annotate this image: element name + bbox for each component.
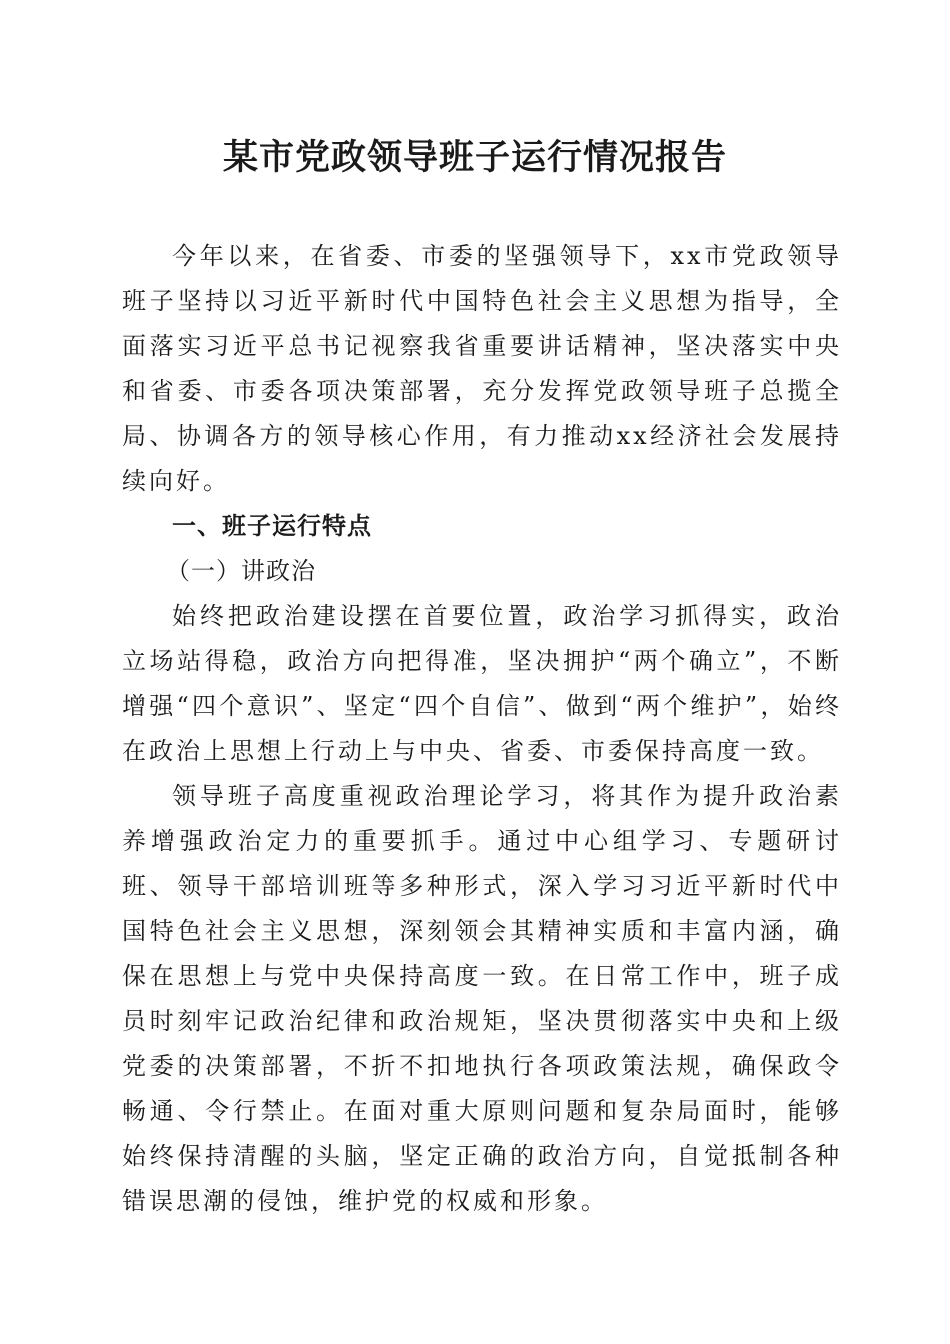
subsection-heading: （一）讲政治 <box>166 557 316 585</box>
document-body <box>122 234 842 1224</box>
body-paragraph-2: 领导班子高度重视政治理论学习，将其作为提升政治素养增强政治定力的重要抓手。通过中心组学习、专题研讨班、领导干部培训班等多种形式，深入学习习近平新时代中国特色社会主义思想，深刻领会其精神实质和丰富内涵，确保在思想上与党中央保持高度一致。在日常工作中，班子成员时刻牢记政治纪律和政治规矩，坚决贯彻落实中央和上级党委的决策部署，不折不扣地执行各项政策法规，确保政令畅通、令行禁止。在面对重大原则问题和复杂局面时，能够始终保持清醒的头脑，坚定正确的政治方向，自觉抵制各种错误思潮的侵蚀，维护党的权威和形象。 <box>122 782 842 1215</box>
document-title: 某市党政领导班子运行情况报告 <box>222 137 727 178</box>
intro-paragraph: 今年以来，在省委、市委的坚强领导下，xx市党政领导班子坚持以习近平新时代中国特色社会主义思想为指导，全面落实习近平总书记视察我省重要讲话精神，坚决落实中央和省委、市委各项决策部署，充分发挥党政领导班子总揽全局、协调各方的领导核心作用，有力推动xx经济社会发展持续向好。 <box>122 242 842 495</box>
section-heading: 一、班子运行特点 <box>172 512 372 540</box>
body-paragraph-1: 始终把政治建设摆在首要位置，政治学习抓得实，政治立场站得稳，政治方向把得准，坚决拥护“两个确立”，不断增强“四个意识”、坚定“四个自信”、做到“两个维护”，始终在政治上思想上行动上与中央、省委、市委保持高度一致。 <box>122 602 842 765</box>
